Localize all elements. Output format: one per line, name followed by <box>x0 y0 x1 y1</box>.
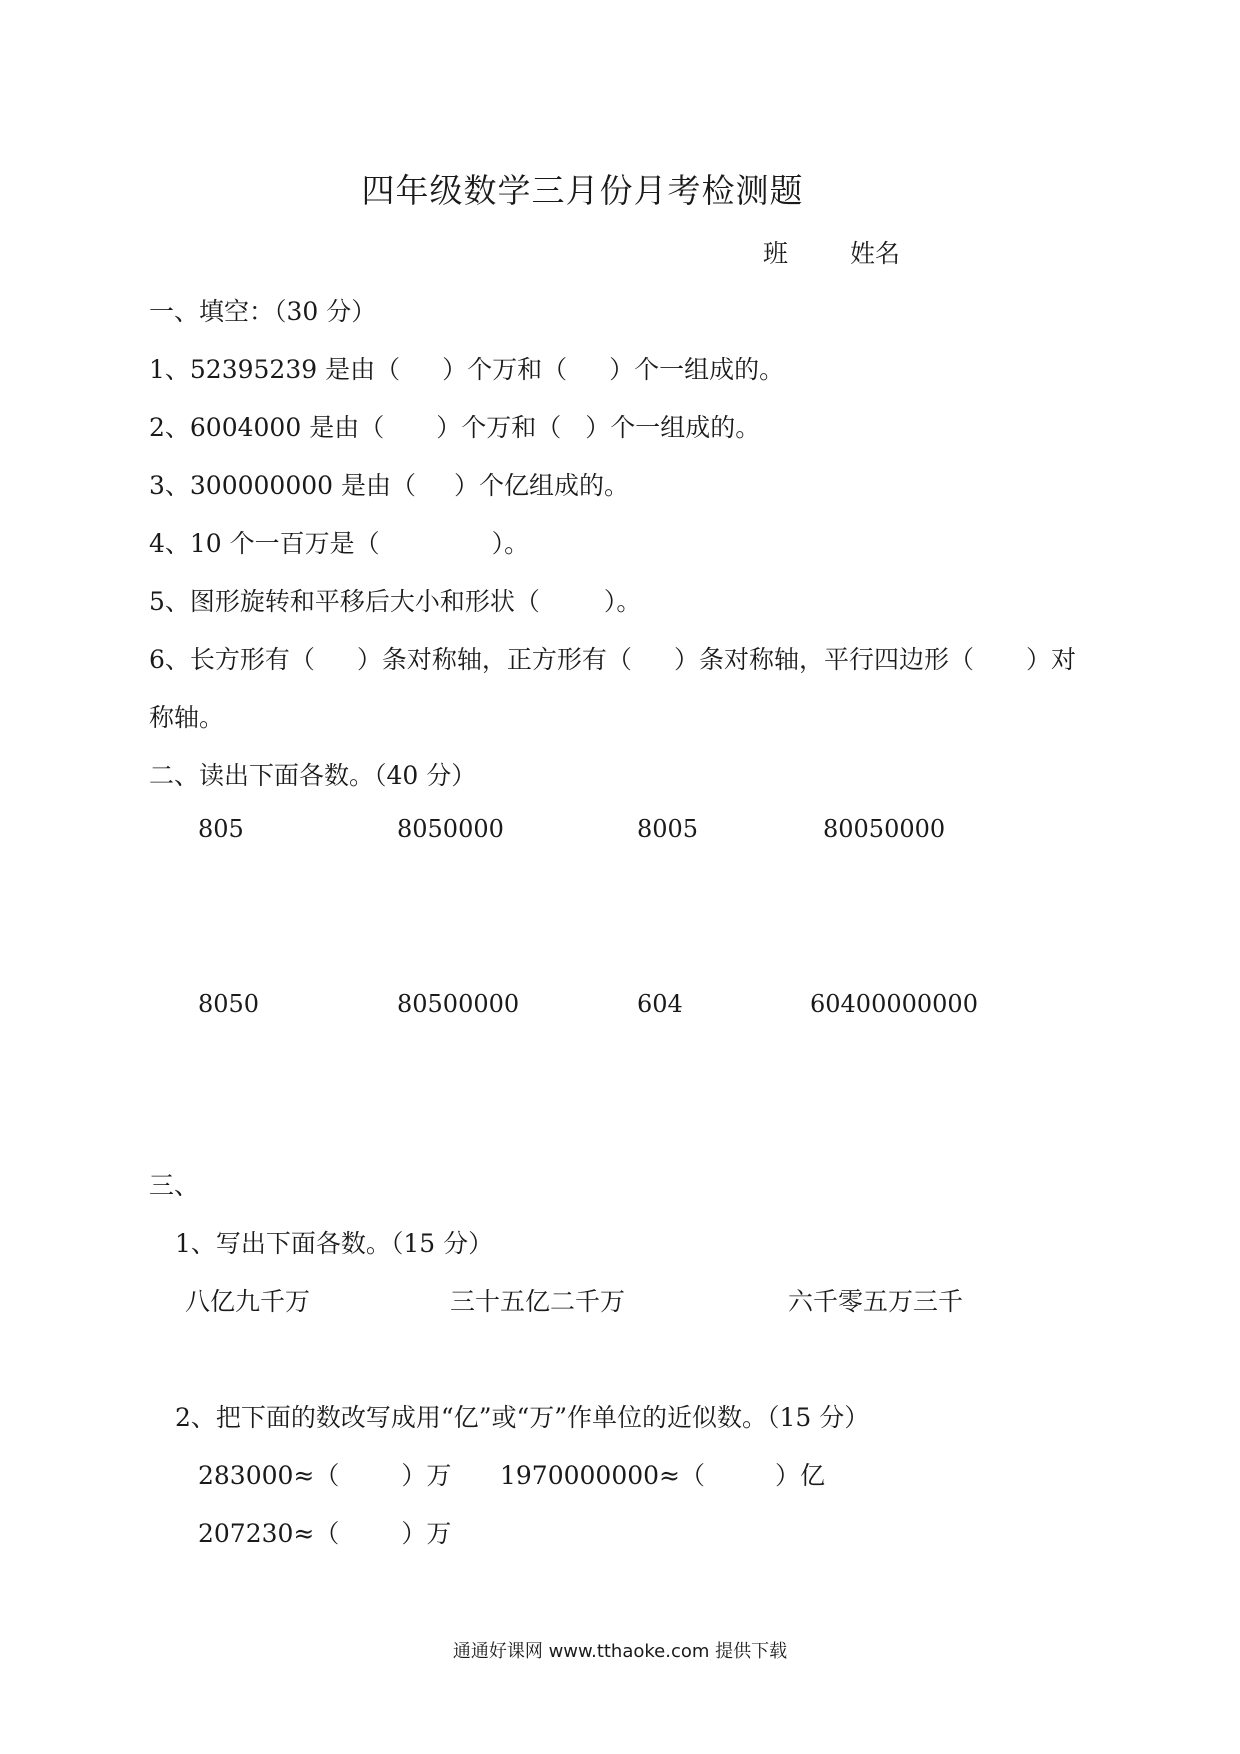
q6-number: 6、 <box>149 645 190 674</box>
section3-sub1-heading: 1、写出下面各数。（15 分） <box>175 1229 494 1258</box>
q5-number: 5、 <box>149 587 190 616</box>
section1-heading: 一、填空：（30 分） <box>149 297 377 326</box>
number-item: 604 <box>637 990 683 1018</box>
q1-text-c: ）个一组成的。 <box>609 355 785 384</box>
number-item: 805 <box>198 815 244 843</box>
q4-text-a: 10 个一百万是（ <box>189 529 380 558</box>
number-item: 60400000000 <box>810 990 978 1018</box>
q3-text-b: ）个亿组成的。 <box>454 471 630 500</box>
q1-text-b: ）个万和（ <box>442 355 568 384</box>
q3-number: 3、 <box>149 471 190 500</box>
section3-heading: 三、 <box>149 1171 200 1200</box>
q4-text-b: ）。 <box>491 529 530 558</box>
chinese-number-item: 八亿九千万 <box>185 1287 311 1316</box>
q2-text-a: 6004000 是由（ <box>189 413 385 442</box>
chinese-number-item: 三十五亿二千万 <box>450 1287 626 1316</box>
approx-1-text-b: ）万 <box>401 1461 452 1490</box>
number-item: 8050000 <box>397 815 504 843</box>
approx-3-text-a: 207230≈（ <box>198 1519 340 1548</box>
approx-item <box>500 1456 825 1492</box>
q4-number: 4、 <box>149 529 190 558</box>
name-label: 姓名 <box>850 239 901 268</box>
q5-text-b: ）。 <box>603 587 642 616</box>
number-item: 8050 <box>198 990 260 1018</box>
question-4 <box>149 524 529 560</box>
question-6 <box>149 640 1076 676</box>
approx-2-text-b: ）亿 <box>775 1461 826 1490</box>
approx-2-text-a: 1970000000≈（ <box>500 1461 706 1490</box>
approx-1-text-a: 283000≈（ <box>198 1461 340 1490</box>
q5-text-a: 图形旋转和平移后大小和形状（ <box>189 587 540 616</box>
page-title: 四年级数学三月份月考检测题 <box>361 171 804 210</box>
q6-text-d: ）对 <box>1025 645 1076 674</box>
q6-text-c: ）条对称轴，平行四边形（ <box>673 645 974 674</box>
number-item: 80050000 <box>823 815 946 843</box>
chinese-number-item: 六千零五万三千 <box>788 1287 964 1316</box>
class-label: 班 <box>763 239 789 268</box>
q3-text-a: 300000000 是由（ <box>189 471 417 500</box>
q2-text-b: ）个万和（ <box>436 413 562 442</box>
question-2 <box>149 408 760 444</box>
question-5 <box>149 582 641 618</box>
q2-number: 2、 <box>149 413 190 442</box>
q2-text-c: ）个一组成的。 <box>585 413 761 442</box>
question-1 <box>149 350 784 386</box>
footer-text: 通通好课网 www.tthaoke.com 提供下载 <box>452 1641 788 1662</box>
approx-item <box>198 1514 451 1550</box>
q6-text-a: 长方形有（ <box>189 645 315 674</box>
question-3 <box>149 466 629 502</box>
section3-sub2-heading: 2、把下面的数改写成用“亿”或“万”作单位的近似数。（15 分） <box>175 1403 870 1432</box>
q1-text-a: 52395239 是由（ <box>189 355 401 384</box>
number-item: 80500000 <box>397 990 520 1018</box>
approx-item <box>198 1456 451 1492</box>
q6-text-b: ）条对称轴，正方形有（ <box>356 645 632 674</box>
question-6-continuation: 称轴。 <box>149 703 225 732</box>
number-item: 8005 <box>637 815 699 843</box>
approx-3-text-b: ）万 <box>401 1519 452 1548</box>
section2-heading: 二、读出下面各数。（40 分） <box>149 761 477 790</box>
q1-number: 1、 <box>149 355 190 384</box>
